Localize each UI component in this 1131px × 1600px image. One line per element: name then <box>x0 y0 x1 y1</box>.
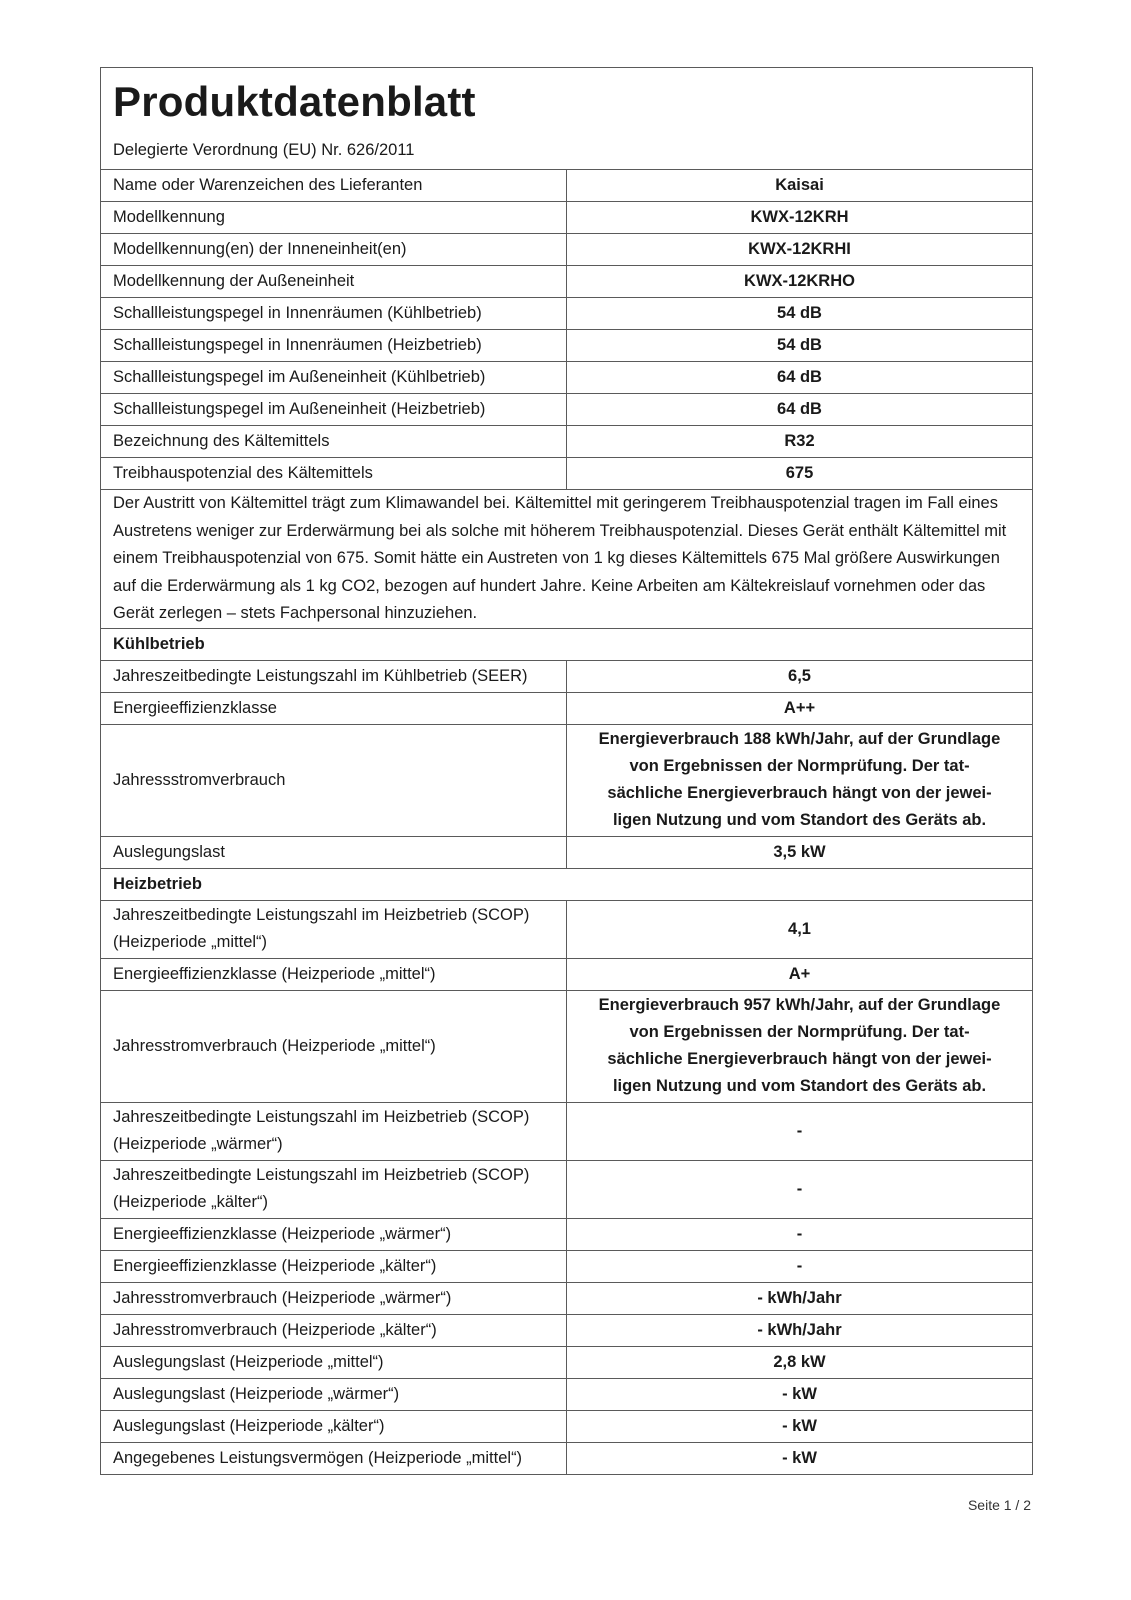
row-label: Treibhauspotenzial des Kältemittels <box>101 458 567 490</box>
row-value: Energieverbrauch 957 kWh/Jahr, auf der Grundlage von Ergebnissen der Normprüfung. Der tatsächliche Energieverbrauch hängt von der jeweiligen Nutzung und vom Standort des Geräts ab. <box>567 990 1033 1102</box>
page-number: Seite 1 / 2 <box>967 1497 1031 1513</box>
refrigerant-notice: Der Austritt von Kältemittel trägt zum Klimawandel bei. Kältemittel mit geringerem Treibhauspotenzial tragen im Fall eines Austretens weniger zur Erderwärmung bei als solche mit höherem Treibhauspotenzial. Dieses Gerät enthält Kältemittel mit einem Treibhauspotenzial von 675. Somit hätte ein Austreten von 1 kg dieses Kältemittels 675 Mal größere Auswirkungen auf die Erderwärmung als 1 kg CO2, bezogen auf hundert Jahre. Keine Arbeiten am Kältekreislauf vornehmen oder das Gerät zerlegen – stets Fachpersonal hinzuziehen. <box>101 490 1033 629</box>
row-value: KWX-12KRHI <box>567 234 1033 266</box>
table-row <box>101 1218 1033 1250</box>
table-row <box>101 1250 1033 1282</box>
row-value: Energieverbrauch 188 kWh/Jahr, auf der Grundlage von Ergebnissen der Normprüfung. Der tatsächliche Energieverbrauch hängt von der jeweiligen Nutzung und vom Standort des Geräts ab. <box>567 724 1033 836</box>
row-value: - <box>567 1218 1033 1250</box>
row-value: - kW <box>567 1442 1033 1474</box>
table-row <box>101 836 1033 868</box>
row-value: 64 dB <box>567 362 1033 394</box>
header-row <box>101 68 1033 170</box>
table-row <box>101 426 1033 458</box>
row-value: A+ <box>567 958 1033 990</box>
row-value: - kWh/Jahr <box>567 1314 1033 1346</box>
row-value: - <box>567 1160 1033 1218</box>
table-row <box>101 170 1033 202</box>
row-label: Jahressstromverbrauch <box>101 724 567 836</box>
row-label: Schallleistungspegel in Innenräumen (Kühlbetrieb) <box>101 298 567 330</box>
table-row <box>101 202 1033 234</box>
table-row <box>101 660 1033 692</box>
table-row <box>101 1410 1033 1442</box>
row-value: R32 <box>567 426 1033 458</box>
row-value: 675 <box>567 458 1033 490</box>
row-label: Schallleistungspegel im Außeneinheit (Kühlbetrieb) <box>101 362 567 394</box>
row-value: - kW <box>567 1378 1033 1410</box>
row-value: 54 dB <box>567 330 1033 362</box>
table-row <box>101 298 1033 330</box>
row-label: Auslegungslast (Heizperiode „mittel“) <box>101 1346 567 1378</box>
table-row <box>101 900 1033 958</box>
row-label: Energieeffizienzklasse (Heizperiode „mittel“) <box>101 958 567 990</box>
table-row <box>101 1102 1033 1160</box>
table-row <box>101 394 1033 426</box>
product-data-table <box>100 67 1033 1475</box>
page-title: Produktdatenblatt <box>113 78 476 125</box>
row-label: Jahreszeitbedingte Leistungszahl im Kühlbetrieb (SEER) <box>101 660 567 692</box>
section-row-cooling <box>101 628 1033 660</box>
section-heading-cooling: Kühlbetrieb <box>101 628 1033 660</box>
table-row <box>101 1346 1033 1378</box>
section-row-heating <box>101 868 1033 900</box>
row-label: Modellkennung(en) der Inneneinheit(en) <box>101 234 567 266</box>
table-row <box>101 1160 1033 1218</box>
table-row <box>101 330 1033 362</box>
row-label: Schallleistungspegel im Außeneinheit (Heizbetrieb) <box>101 394 567 426</box>
row-label: Jahresstromverbrauch (Heizperiode „wärmer“) <box>101 1282 567 1314</box>
row-label: Angegebenes Leistungsvermögen (Heizperiode „mittel“) <box>101 1442 567 1474</box>
row-label: Jahresstromverbrauch (Heizperiode „kälter“) <box>101 1314 567 1346</box>
table-row <box>101 1442 1033 1474</box>
table-row <box>101 990 1033 1102</box>
row-label: Bezeichnung des Kältemittels <box>101 426 567 458</box>
row-value: A++ <box>567 692 1033 724</box>
row-label: Energieeffizienzklasse (Heizperiode „wärmer“) <box>101 1218 567 1250</box>
row-value: 3,5 kW <box>567 836 1033 868</box>
header-cell <box>101 68 1033 170</box>
row-label: Jahresstromverbrauch (Heizperiode „mittel“) <box>101 990 567 1102</box>
row-label: Auslegungslast <box>101 836 567 868</box>
row-value: - <box>567 1102 1033 1160</box>
row-label: Auslegungslast (Heizperiode „wärmer“) <box>101 1378 567 1410</box>
table-row <box>101 1282 1033 1314</box>
regulation-subtitle: Delegierte Verordnung (EU) Nr. 626/2011 <box>113 141 415 159</box>
table-row <box>101 724 1033 836</box>
row-value: - kW <box>567 1410 1033 1442</box>
row-value: KWX-12KRHO <box>567 266 1033 298</box>
row-value: 2,8 kW <box>567 1346 1033 1378</box>
row-label: Jahreszeitbedingte Leistungszahl im Heizbetrieb (SCOP) (Heizperiode „kälter“) <box>101 1160 567 1218</box>
table-row <box>101 958 1033 990</box>
row-label: Jahreszeitbedingte Leistungszahl im Heizbetrieb (SCOP) (Heizperiode „mittel“) <box>101 900 567 958</box>
row-value: Kaisai <box>567 170 1033 202</box>
row-label: Jahreszeitbedingte Leistungszahl im Heizbetrieb (SCOP) (Heizperiode „wärmer“) <box>101 1102 567 1160</box>
row-value: - <box>567 1250 1033 1282</box>
row-value: KWX-12KRH <box>567 202 1033 234</box>
row-label: Modellkennung der Außeneinheit <box>101 266 567 298</box>
row-value: 6,5 <box>567 660 1033 692</box>
row-value: 54 dB <box>567 298 1033 330</box>
row-label: Energieeffizienzklasse <box>101 692 567 724</box>
row-label: Energieeffizienzklasse (Heizperiode „kälter“) <box>101 1250 567 1282</box>
table-row <box>101 1378 1033 1410</box>
table-row <box>101 458 1033 490</box>
row-value: - kWh/Jahr <box>567 1282 1033 1314</box>
row-value: 64 dB <box>567 394 1033 426</box>
row-label: Auslegungslast (Heizperiode „kälter“) <box>101 1410 567 1442</box>
row-value: 4,1 <box>567 900 1033 958</box>
section-heading-heating: Heizbetrieb <box>101 868 1033 900</box>
table-row <box>101 1314 1033 1346</box>
table-row <box>101 266 1033 298</box>
table-row <box>101 234 1033 266</box>
row-label: Modellkennung <box>101 202 567 234</box>
table-row <box>101 692 1033 724</box>
row-label: Schallleistungspegel in Innenräumen (Heizbetrieb) <box>101 330 567 362</box>
notice-row <box>101 490 1033 629</box>
row-label: Name oder Warenzeichen des Lieferanten <box>101 170 567 202</box>
table-row <box>101 362 1033 394</box>
